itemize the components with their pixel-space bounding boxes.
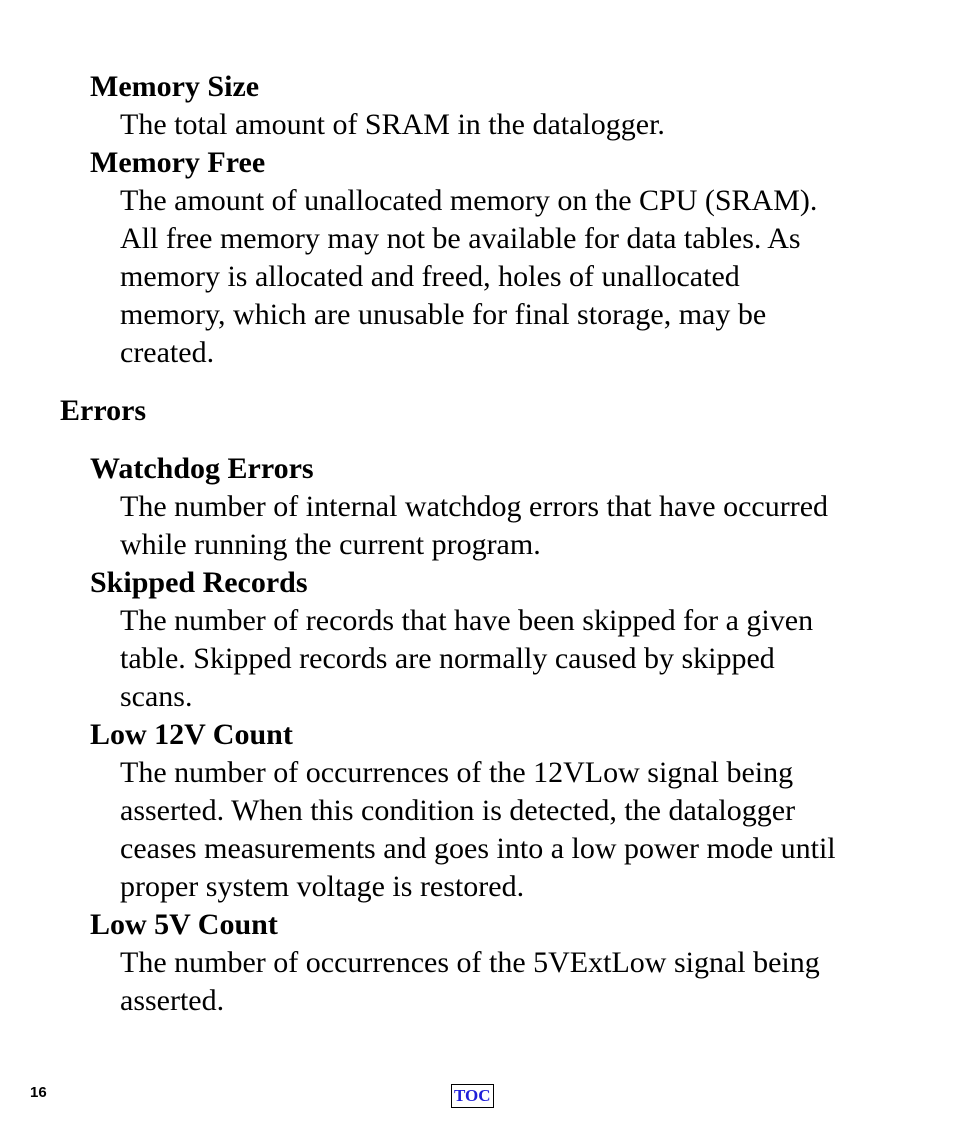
desc-line: ceases measurements and goes into a low power mode until [120,832,836,865]
term-memory-size: Memory Size [90,70,260,103]
term-watchdog-errors: Watchdog Errors [90,452,314,485]
term-low-12v-count: Low 12V Count [90,718,293,751]
desc-line: The number of internal watchdog errors that have occurred [120,490,829,523]
desc-memory-size [120,106,954,144]
desc-low-12v-count [120,754,954,906]
desc-line: created. [120,336,215,369]
term-memory-free: Memory Free [90,146,266,179]
desc-line: The amount of unallocated memory on the CPU (SRAM). [120,184,818,217]
document-body [0,68,954,1020]
desc-line: The number of occurrences of the 5VExtLow signal being [120,946,820,979]
term-low-5v-count: Low 5V Count [90,908,278,941]
desc-line: asserted. [120,984,225,1017]
desc-line: The number of records that have been skipped for a given [120,604,814,637]
desc-line: asserted. When this condition is detected, the datalogger [120,794,796,827]
desc-low-5v-count [120,944,954,1020]
desc-line: scans. [120,680,193,713]
errors-heading: Errors [60,394,147,427]
desc-line: All free memory may not be available for data tables. As [120,222,801,255]
desc-line: proper system voltage is restored. [120,870,525,903]
desc-skipped-records [120,602,954,716]
term-skipped-records: Skipped Records [90,566,308,599]
desc-line: while running the current program. [120,528,541,561]
desc-line: memory, which are unusable for final storage, may be [120,298,767,331]
desc-line: table. Skipped records are normally caused by skipped [120,642,775,675]
desc-watchdog-errors [120,488,954,564]
toc-link[interactable]: TOC [451,1084,494,1108]
desc-memory-free [120,182,954,372]
page-number: 16 [30,1084,47,1101]
desc-line: The total amount of SRAM in the datalogger. [120,108,665,141]
desc-line: memory is allocated and freed, holes of unallocated [120,260,740,293]
desc-line: The number of occurrences of the 12VLow signal being [120,756,794,789]
